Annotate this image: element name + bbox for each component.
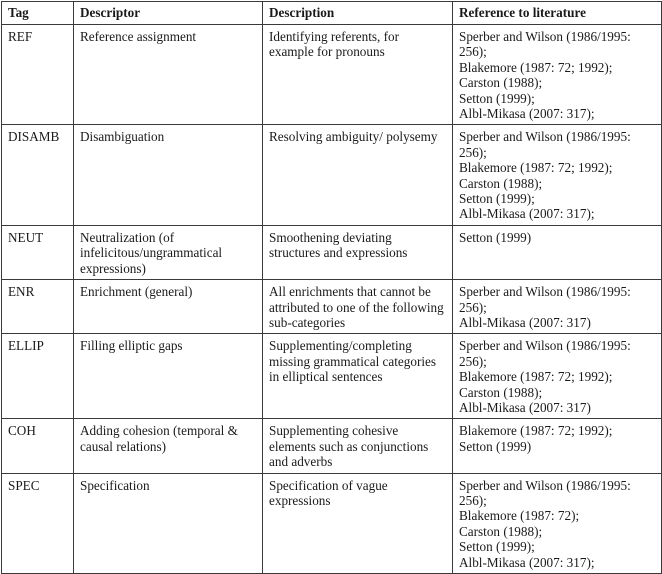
cell-descriptor-text: Adding cohesion (temporal & causal relations)	[80, 423, 238, 454]
cell-tag-text: ELLIP	[8, 338, 44, 354]
cell-tag-text: NEUT	[8, 229, 44, 245]
cell-descriptor	[74, 473, 263, 573]
cell-tag	[2, 25, 74, 125]
cell-description	[263, 280, 453, 334]
cell-descriptor-text: Neutralization (of infelicitous/ungrammatical expressions)	[80, 229, 223, 276]
cell-references	[453, 25, 662, 125]
cell-references	[453, 125, 662, 225]
cell-references	[453, 334, 662, 419]
cell-tag	[2, 419, 74, 473]
reference-line: Carston (1988);	[459, 75, 543, 91]
reference-line: 256);	[459, 144, 487, 160]
reference-line: Albl-Mikasa (2007: 317)	[459, 314, 591, 330]
reference-line: Albl-Mikasa (2007: 317);	[459, 554, 595, 570]
reference-line: Sperber and Wilson (1986/1995:	[459, 29, 631, 44]
reference-line: Carston (1988);	[459, 175, 543, 191]
cell-references	[453, 280, 662, 334]
cell-references	[453, 419, 662, 473]
cell-description	[263, 25, 453, 125]
cell-descriptor-text: Filling elliptic gaps	[80, 338, 183, 354]
reference-line: 256);	[459, 299, 487, 315]
reference-line: Blakemore (1987: 72);	[459, 508, 580, 524]
header-description: Description	[263, 2, 453, 25]
table-row	[2, 334, 662, 419]
table-row	[2, 280, 662, 334]
reference-line: Albl-Mikasa (2007: 317);	[459, 106, 595, 122]
header-tag: Tag	[2, 2, 74, 25]
reference-line: Blakemore (1987: 72; 1992);	[459, 423, 613, 439]
reference-line: Carston (1988);	[459, 523, 543, 539]
cell-tag	[2, 473, 74, 573]
cell-description-text: All enrichments that cannot be attributed to one of the following sub-categories	[269, 284, 444, 330]
reference-line: Blakemore (1987: 72; 1992);	[459, 160, 613, 176]
reference-line: Blakemore (1987: 72; 1992);	[459, 59, 613, 75]
cell-descriptor	[74, 25, 263, 125]
table-row	[2, 225, 662, 279]
cell-description	[263, 225, 453, 279]
cell-description-text: Supplementing/completing missing grammatical categories in elliptical sentences	[269, 338, 436, 385]
reference-line: Albl-Mikasa (2007: 317)	[459, 399, 591, 415]
cell-description-text: Supplementing cohesive elements such as conjunctions and adverbs	[269, 423, 429, 470]
cell-descriptor	[74, 419, 263, 473]
cell-description	[263, 334, 453, 419]
table-row	[2, 125, 662, 225]
cell-description	[263, 473, 453, 573]
reference-line: 256);	[459, 492, 487, 508]
cell-descriptor	[74, 125, 263, 225]
reference-line: Setton (1999);	[459, 191, 535, 207]
cell-descriptor	[74, 280, 263, 334]
cell-tag-text: SPEC	[8, 477, 40, 493]
header-reference: Reference to literature	[453, 2, 662, 25]
cell-description-text: Smoothening deviating structures and expressions	[269, 229, 408, 261]
cell-tag	[2, 280, 74, 334]
cell-descriptor	[74, 334, 263, 419]
reference-line: Sperber and Wilson (1986/1995:	[459, 129, 631, 145]
table-row	[2, 25, 662, 125]
reference-line: Blakemore (1987: 72; 1992);	[459, 369, 613, 385]
reference-line: Sperber and Wilson (1986/1995:	[459, 338, 631, 354]
header-descriptor: Descriptor	[74, 2, 263, 25]
table-header-row	[2, 2, 662, 25]
cell-descriptor-text: Disambiguation	[80, 129, 165, 145]
cell-description	[263, 125, 453, 225]
reference-line: Carston (1988);	[459, 384, 543, 400]
cell-tag-text: ENR	[8, 284, 35, 300]
cell-tag	[2, 225, 74, 279]
cell-descriptor	[74, 225, 263, 279]
cell-description-text: Specification of vague expressions	[269, 477, 388, 508]
cell-tag	[2, 334, 74, 419]
cell-tag-text: DISAMB	[8, 129, 60, 145]
cell-description-text: Identifying referents, for example for pronouns	[269, 29, 399, 60]
cell-tag-text: REF	[8, 29, 33, 44]
cell-description	[263, 419, 453, 473]
reference-line: Albl-Mikasa (2007: 317);	[459, 206, 595, 222]
reference-line: 256);	[459, 353, 487, 369]
reference-line: Sperber and Wilson (1986/1995:	[459, 284, 631, 300]
reference-line: Sperber and Wilson (1986/1995:	[459, 477, 631, 493]
reference-line: Setton (1999)	[459, 229, 532, 245]
cell-references	[453, 473, 662, 573]
reference-line: Setton (1999)	[459, 438, 532, 454]
table-row	[2, 419, 662, 473]
table-row	[2, 473, 662, 573]
reference-line: Setton (1999);	[459, 90, 535, 106]
cell-tag	[2, 125, 74, 225]
reference-line: Setton (1999);	[459, 539, 535, 555]
literature-table	[1, 1, 662, 574]
cell-descriptor-text: Enrichment (general)	[80, 284, 193, 300]
table-body	[2, 25, 662, 574]
cell-references	[453, 225, 662, 279]
reference-line: 256);	[459, 44, 487, 60]
cell-description-text: Resolving ambiguity/ polysemy	[269, 129, 438, 145]
cell-descriptor-text: Specification	[80, 477, 150, 493]
cell-tag-text: COH	[8, 423, 36, 439]
cell-descriptor-text: Reference assignment	[80, 29, 197, 44]
